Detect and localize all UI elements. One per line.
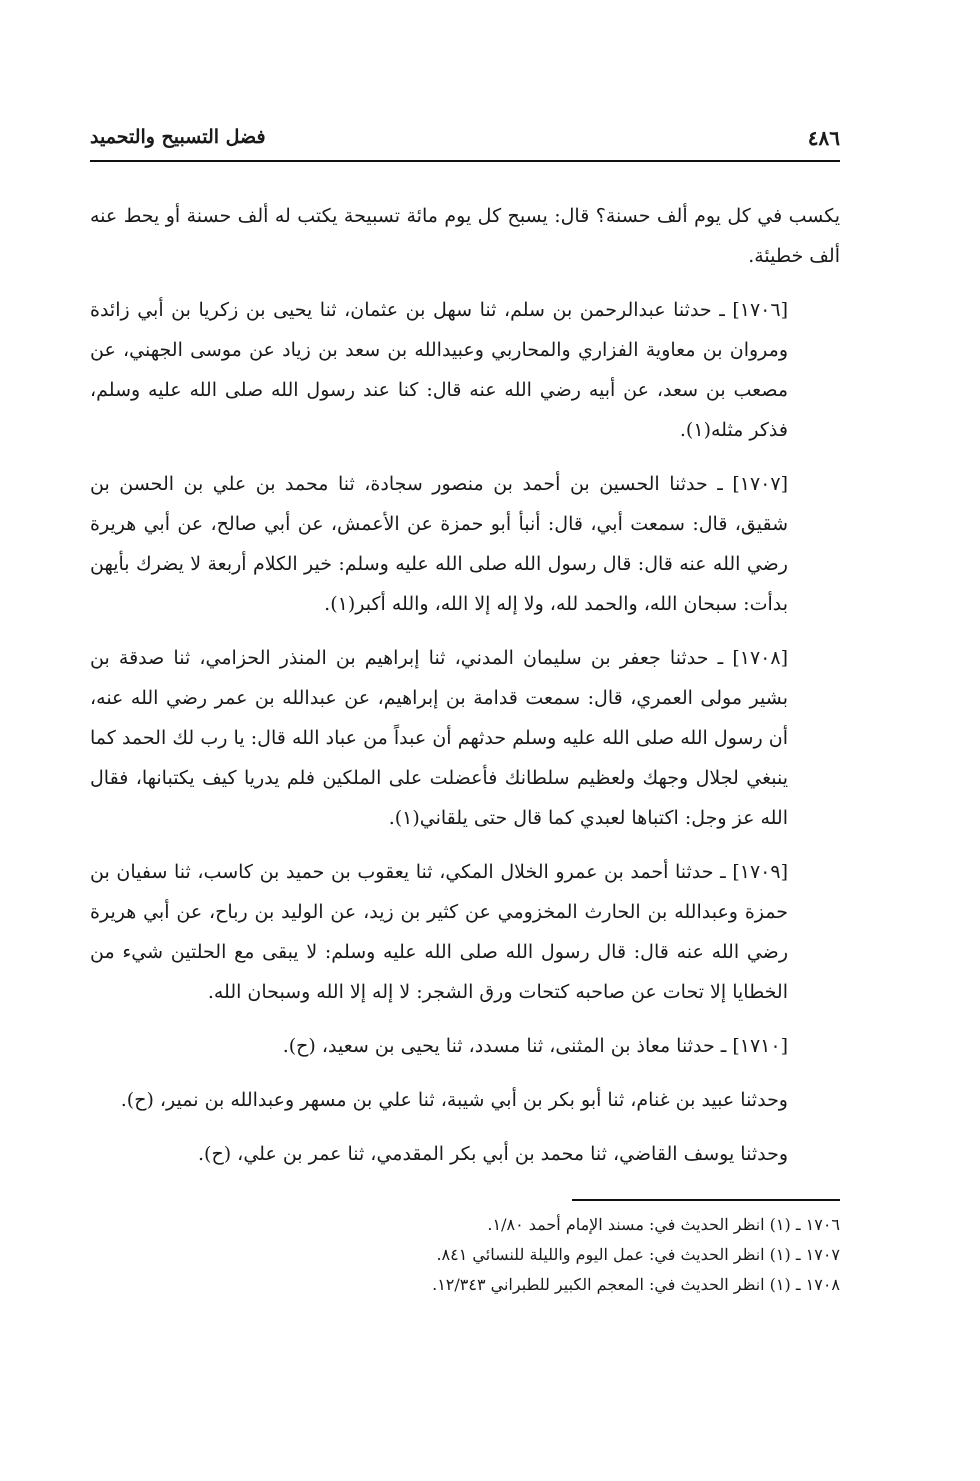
hadith-1709: [١٧٠٩] ـ حدثنا أحمد بن عمرو الخلال المكي، ثنا يعقوب بن حميد بن كاسب، ثنا سفيان بن حمزة وعبدالله بن الحارث المخزومي عن كثير بن زيد، عن الوليد بن رباح، عن أبي هريرة رضي الله عنه قال: قال رسول الله صلى الله عليه وسلم: لا يبقى مع الحلتين شيء من الخطايا إلا تحات عن صاحبه كتحات ورق الشجر: لا إله إلا الله وسبحان الله. xyxy=(90,861,788,1003)
footnote-divider xyxy=(572,1199,840,1201)
hadith-1707: [١٧٠٧] ـ حدثنا الحسين بن أحمد بن منصور سجادة، ثنا محمد بن علي بن الحسن بن شقيق، قال: سمعت أبي، قال: أنبأ أبو حمزة عن الأعمش، عن أبي صالح، عن أبي هريرة رضي الله عنه قال: قال رسول الله صلى الله عليه وسلم: خير الكلام أربعة لا يضرك بأيهن بدأت: سبحان الله، والحمد لله، ولا إله إلا الله، والله أكبر(١). xyxy=(90,473,788,615)
footnotes xyxy=(90,1210,840,1300)
body-text xyxy=(90,196,840,1188)
footnote-1708: ١٧٠٨ ـ (١) انظر الحديث في: المعجم الكبير للطبراني ١٢/٣٤٣. xyxy=(432,1275,840,1294)
page-number: ٤٨٦ xyxy=(807,126,840,150)
hadith-1708: [١٧٠٨] ـ حدثنا جعفر بن سليمان المدني، ثنا إبراهيم بن المنذر الحزامي، ثنا صدقة بن بشير مولى العمري، قال: سمعت قدامة بن إبراهيم، عن عبدالله بن عمر رضي الله عنه، أن رسول الله صلى الله عليه وسلم حدثهم أن عبداً من عباد الله قال: يا رب لك الحمد كما ينبغي لجلال وجهك ولعظيم سلطانك فأعضلت على الملكين فلم يدريا كيف يكتبانها، فقال الله عز وجل: اكتباها لعبدي كما قال حتى يلقاني(١). xyxy=(90,647,788,829)
isnad-chain-2: وحدثنا عبيد بن غنام، ثنا أبو بكر بن أبي شيبة، ثنا علي بن مسهر وعبدالله بن نمير، (ح). xyxy=(120,1089,788,1111)
page-header xyxy=(90,124,840,162)
footnote-1706: ١٧٠٦ ـ (١) انظر الحديث في: مسند الإمام أحمد ١/٨٠. xyxy=(487,1215,840,1234)
running-title: فضل التسبيح والتحميد xyxy=(90,126,266,148)
isnad-chain-3: وحدثنا يوسف القاضي، ثنا محمد بن أبي بكر المقدمي، ثنا عمر بن علي، (ح). xyxy=(198,1143,788,1165)
hadith-1706: [١٧٠٦] ـ حدثنا عبدالرحمن بن سلم، ثنا سهل بن عثمان، ثنا يحيى بن زكريا بن أبي زائدة ومروان بن معاوية الفزاري والمحاربي وعبيدالله بن سعد بن زياد عن موسى الجهني، عن مصعب بن سعد، عن أبيه رضي الله عنه قال: كنا عند رسول الله صلى الله عليه وسلم، فذكر مثله(١). xyxy=(90,299,788,441)
paragraph-continuation: يكسب في كل يوم ألف حسنة؟ قال: يسبح كل يوم مائة تسبيحة يكتب له ألف حسنة أو يحط عنه ألف خطيئة. xyxy=(90,205,840,267)
footnote-1707: ١٧٠٧ ـ (١) انظر الحديث في: عمل اليوم والليلة للنسائي ٨٤١. xyxy=(436,1245,840,1264)
hadith-1710: [١٧١٠] ـ حدثنا معاذ بن المثنى، ثنا مسدد، ثنا يحيى بن سعيد، (ح). xyxy=(282,1035,788,1057)
